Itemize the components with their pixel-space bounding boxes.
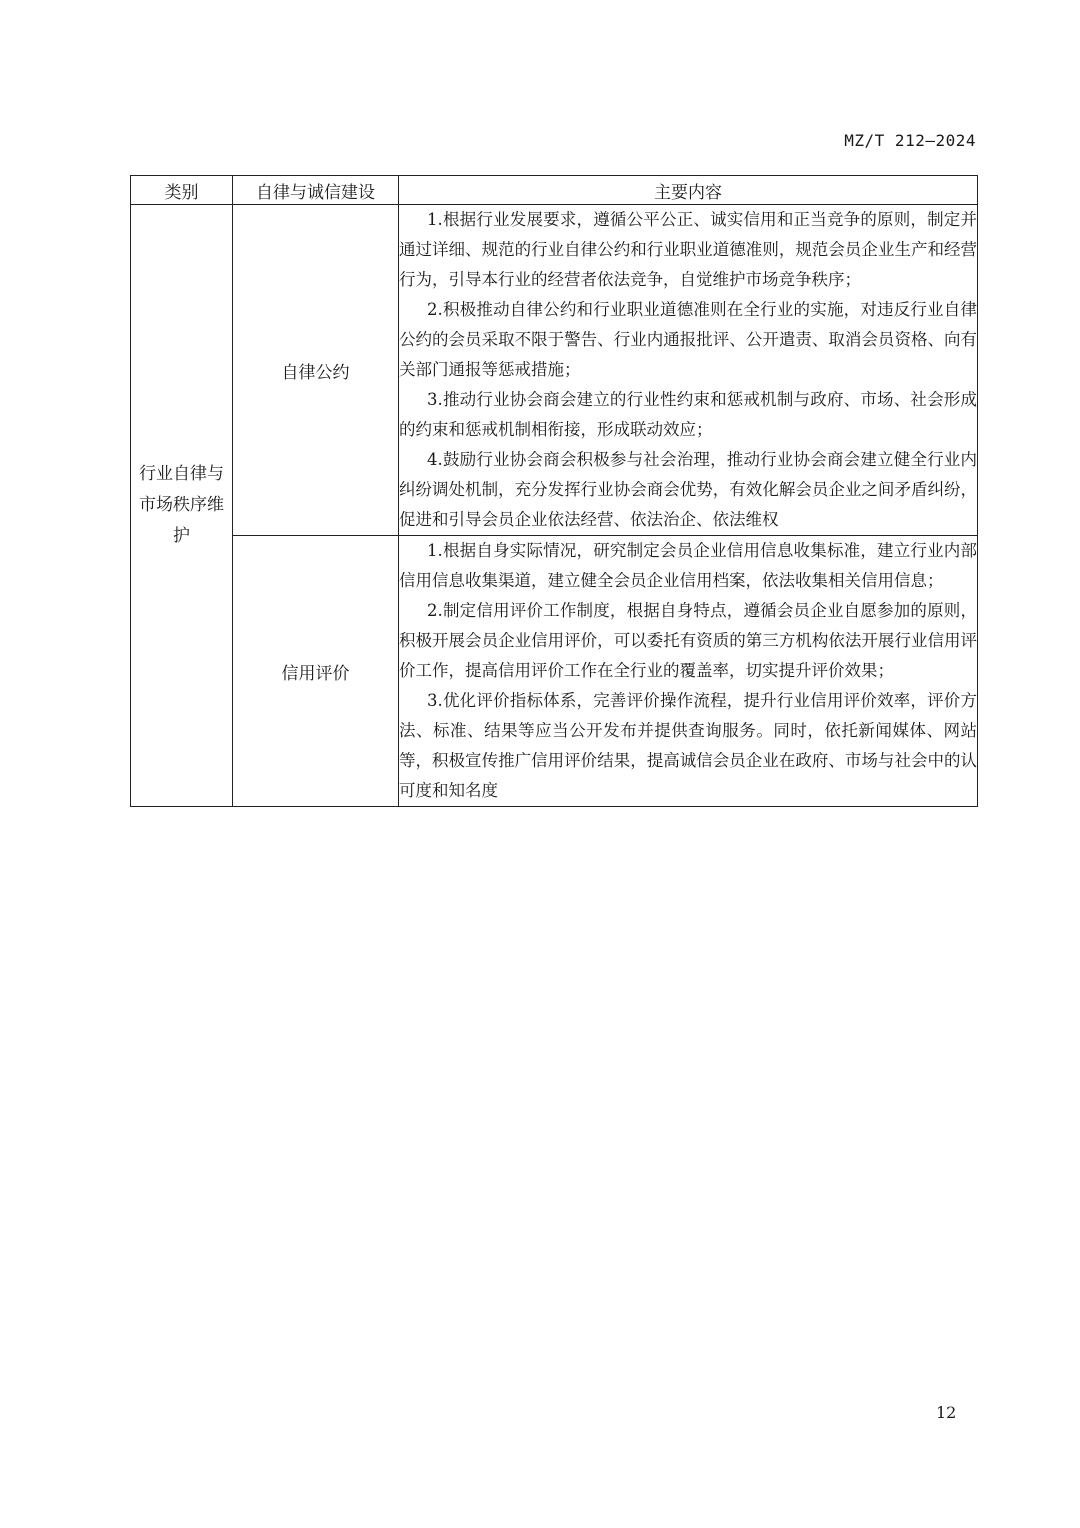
content-paragraph: 1.根据自身实际情况，研究制定会员企业信用信息收集标准，建立行业内部信用信息收集渠道，建立健全会员企业信用档案，依法收集相关信用信息； bbox=[399, 541, 977, 590]
category-cell: 行业自律与市场秩序维护 bbox=[131, 205, 233, 807]
content-cell bbox=[399, 536, 978, 807]
item-cell-self-discipline-convention: 自律公约 bbox=[233, 205, 399, 536]
content-paragraph: 2.积极推动自律公约和行业职业道德准则在全行业的实施，对违反行业自律公约的会员采取不限于警告、行业内通报批评、公开遣责、取消会员资格、向有关部门通报等惩戒措施； bbox=[399, 300, 977, 379]
header-category: 类别 bbox=[131, 176, 233, 205]
content-paragraph: 3.推动行业协会商会建立的行业性约束和惩戒机制与政府、市场、社会形成的约束和惩戒机制相衔接，形成联动效应； bbox=[399, 390, 977, 439]
content-paragraph: 3.优化评价指标体系，完善评价操作流程，提升行业信用评价效率，评价方法、标准、结果等应当公开发布并提供查询服务。同时，依托新闻媒体、网站等，积极宣传推广信用评价结果，提高诚信会员企业在政府、市场与社会中的认可度和知名度 bbox=[399, 691, 977, 800]
table-row bbox=[131, 536, 978, 807]
standard-code: MZ/T 212—2024 bbox=[844, 131, 976, 150]
table-header-row bbox=[131, 176, 978, 205]
standards-table bbox=[130, 175, 978, 807]
item-cell-credit-evaluation: 信用评价 bbox=[233, 536, 399, 807]
page-number: 12 bbox=[936, 1403, 957, 1422]
content-paragraph: 2.制定信用评价工作制度，根据自身特点，遵循会员企业自愿参加的原则，积极开展会员企业信用评价，可以委托有资质的第三方机构依法开展行业信用评价工作，提高信用评价工作在全行业的覆盖率，切实提升评价效果； bbox=[399, 601, 977, 680]
header-main-content: 主要内容 bbox=[399, 176, 978, 205]
content-paragraph: 1.根据行业发展要求，遵循公平公正、诚实信用和正当竞争的原则，制定并通过详细、规范的行业自律公约和行业职业道德准则，规范会员企业生产和经营行为，引导本行业的经营者依法竞争，自觉维护市场竞争秩序； bbox=[399, 210, 977, 289]
table-row bbox=[131, 205, 978, 536]
content-paragraph: 4.鼓励行业协会商会积极参与社会治理，推动行业协会商会建立健全行业内纠纷调处机制，充分发挥行业协会商会优势，有效化解会员企业之间矛盾纠纷，促进和引导会员企业依法经营、依法治企、依法维权 bbox=[399, 450, 977, 529]
content-cell bbox=[399, 205, 978, 536]
header-self-discipline: 自律与诚信建设 bbox=[233, 176, 399, 205]
